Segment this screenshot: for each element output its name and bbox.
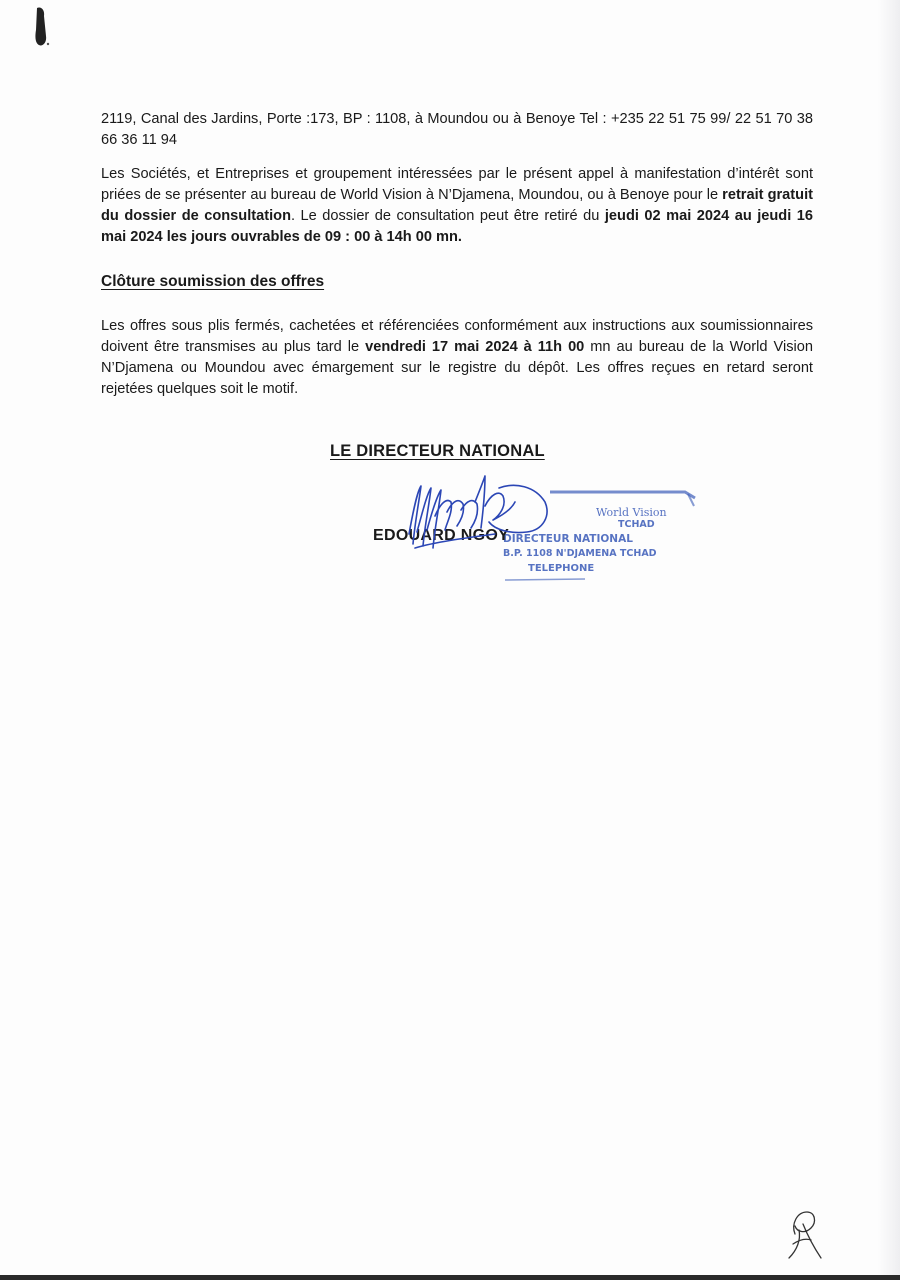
societes-paragraph (101, 164, 813, 248)
stamp-role: DIRECTEUR NATIONAL (503, 533, 633, 545)
societes-text-1: Les Sociétés, et Entreprises et groupement intéressées par le présent appel à manifestation d’intérêt sont priées de se présenter au bureau de World Vision à N’Djamena, Moundou, ou à Benoye pour le (101, 166, 813, 203)
punch-hole-mark (33, 6, 51, 48)
stamp-brand: World Vision (596, 506, 667, 519)
address-line: 2119, Canal des Jardins, Porte :173, BP : 1108, à Moundou ou à Benoye Tel : +235 22 51 75 99/ 22 51 70 38 66 36 11 94 (101, 111, 813, 148)
societes-bold-1: retrait gratuit du dossier de consultation (101, 187, 813, 224)
director-name: EDOUARD NGOY (373, 527, 510, 544)
offres-paragraph (101, 316, 813, 400)
scan-edge-bottom (0, 1275, 900, 1280)
societes-bold-2: jeudi 02 mai 2024 au jeudi 16 mai 2024 les jours ouvrables de 09 : 00 à 14h 00 mn. (101, 208, 813, 245)
stamp-address: B.P. 1108 N'DJAMENA TCHAD (503, 548, 657, 559)
scan-shadow-right (878, 0, 900, 1280)
societes-text-2: . Le dossier de consultation peut être retiré du (290, 208, 605, 224)
handwritten-initials (785, 1204, 827, 1262)
offres-text-2: mn au bureau de la World Vision N’Djamena ou Moundou avec émargement sur le registre du dépôt. Les offres reçues en retard seront rejetées quelques soit le motif. (101, 339, 813, 397)
address-paragraph (101, 109, 813, 151)
offres-bold-1: vendredi 17 mai 2024 à 11h 00 (365, 339, 585, 355)
director-title: LE DIRECTEUR NATIONAL (330, 442, 545, 460)
offres-text-1: Les offres sous plis fermés, cachetées et référenciées conformément aux instructions aux soumissionnaires doivent être transmises au plus tard le (101, 318, 813, 355)
handwritten-signature (395, 472, 565, 562)
cloture-heading: Clôture soumission des offres (101, 273, 325, 290)
stamp-country: TCHAD (618, 519, 655, 530)
stamp-phone: TELEPHONE (528, 563, 595, 574)
